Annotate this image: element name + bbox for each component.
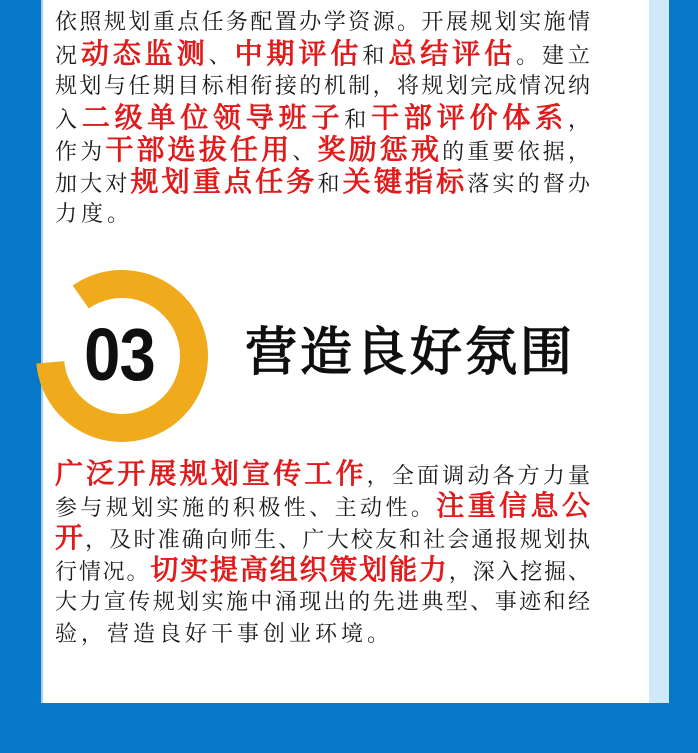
body-text: 、 [208, 43, 235, 68]
body-text: 入 [55, 107, 82, 132]
emphasis-text: 开 [55, 522, 86, 553]
body-text: 依照规划重点任务配置办学资源。开展规划实施情 [55, 9, 590, 34]
body-text: 验，营造良好干事创业环境。 [55, 621, 394, 646]
emphasis-text: 注重信息公 [436, 490, 590, 521]
emphasis-text: 干部选拔任用 [105, 134, 293, 165]
emphasis-text: 切实提高组织策划能力 [150, 554, 449, 585]
section-title: 营造良好氛围 [245, 324, 576, 382]
text-line [55, 6, 590, 38]
body-text: 的重要依据， [442, 139, 590, 164]
body-text: 况 [55, 43, 81, 68]
body-text: 加大对 [55, 171, 131, 196]
body-text: 力度。 [55, 201, 134, 226]
policy-paragraph-implementation [55, 6, 590, 230]
body-text: 作为 [55, 139, 106, 164]
emphasis-text: 广泛开展规划宣传工作 [55, 458, 367, 489]
emphasis-text: 动态监测 [80, 38, 209, 69]
body-text: 和 [344, 107, 372, 132]
body-text: 行情况。 [55, 559, 151, 584]
body-text: 参与规划实施的积极性、主动性。 [55, 495, 437, 520]
right-accent-strip [649, 0, 669, 703]
body-text: 、 [292, 139, 318, 164]
body-text: 规划与任期目标相衔接的机制，将规划完成情况纳 [55, 73, 590, 98]
text-line [55, 166, 590, 198]
body-text: ，及时准确向师生、广大校友和社会通报规划执 [85, 527, 590, 552]
text-line [55, 458, 590, 490]
emphasis-text: 总结评估 [388, 38, 517, 69]
emphasis-text: 二级单位领导班子 [81, 102, 345, 133]
text-line [55, 198, 590, 230]
text-line [55, 618, 590, 650]
body-text: ，全面调动各方力量 [366, 463, 590, 488]
policy-paragraph-publicity [55, 458, 590, 650]
text-line [55, 134, 590, 166]
body-text: 和 [317, 171, 343, 196]
emphasis-text: 关键指标 [342, 166, 468, 197]
body-text: 落实的督办 [467, 171, 590, 196]
text-line [55, 522, 590, 554]
text-line [55, 490, 590, 522]
section-number: 03 [84, 313, 155, 396]
body-text: 。建立 [516, 43, 590, 68]
text-line [55, 586, 590, 618]
emphasis-text: 规划重点任务 [130, 166, 318, 197]
text-line [55, 38, 590, 70]
body-text: 和 [362, 43, 389, 68]
text-line [55, 70, 590, 102]
emphasis-text: 奖励惩戒 [317, 134, 443, 165]
body-text: ，深入挖掘、 [448, 559, 590, 584]
emphasis-text: 中期评估 [234, 38, 363, 69]
text-line [55, 554, 590, 586]
body-text: ， [567, 107, 590, 132]
text-line [55, 102, 590, 134]
emphasis-text: 干部评价体系 [371, 102, 568, 133]
body-text: 大力宣传规划实施中涌现出的先进典型、事迹和经 [55, 589, 590, 614]
